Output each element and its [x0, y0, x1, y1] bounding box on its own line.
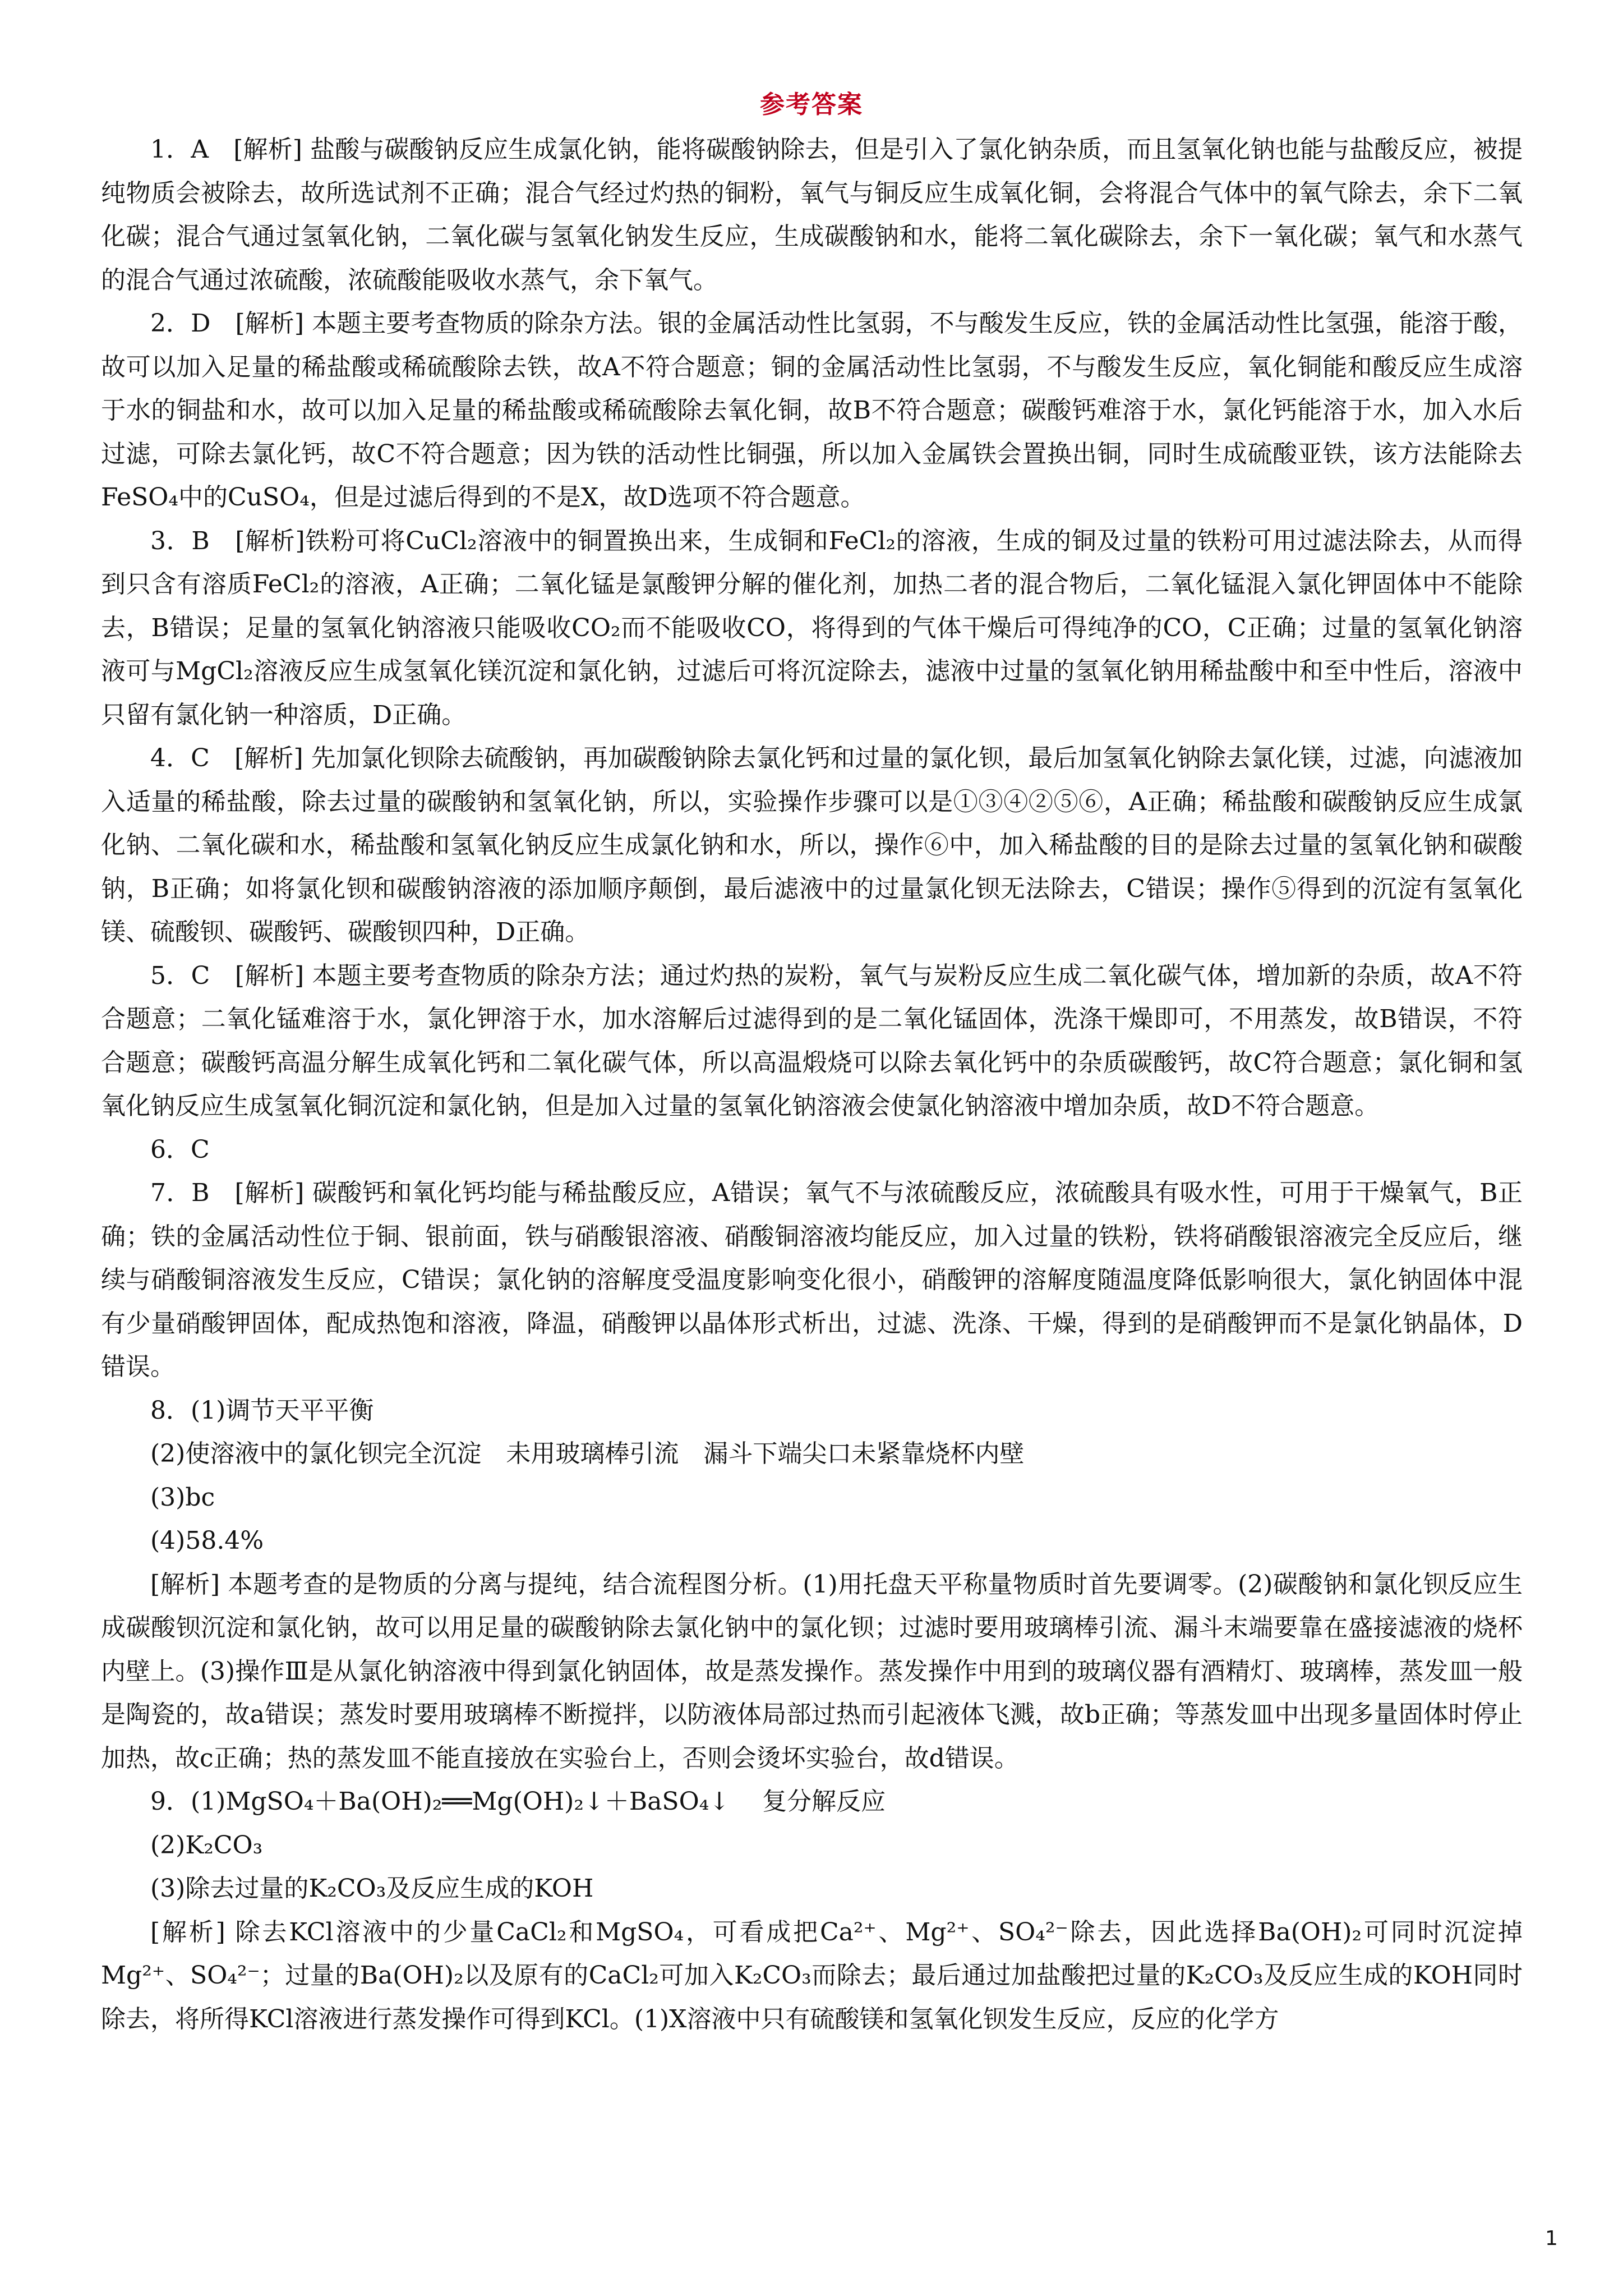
analysis-text: [解析] 本题考查的是物质的分离与提纯，结合流程图分析。(1)用托盘天平称量物质时首先要调零。(2)碳酸钠和氯化钡反应生成碳酸钡沉淀和氯化钠，故可以用足量的碳酸钠除去氯化钠中的氯化钡；过滤时要用玻璃棒引流、漏斗末端要靠在盛接滤液的烧杯内壁上。(3)操作Ⅲ是从氯化钠溶液中得到氯化钠固体，故是蒸发操作。蒸发操作中用到的玻璃仪器有酒精灯、玻璃棒，蒸发皿一般是陶瓷的，故a错误；蒸发时要用玻璃棒不断搅拌，以防液体局部过热而引起液体飞溅，故b正确；等蒸发皿中出现多量固体时停止加热，故c正确；热的蒸发皿不能直接放在实验台上，否则会烫坏实验台，故d错误。	[101, 1570, 1523, 1773]
answer-item	[101, 302, 1523, 519]
answer-item	[101, 128, 1523, 302]
answer-text: 先加氯化钡除去硫酸钠，再加碳酸钠除去氯化钙和过量的氯化钡，最后加氢氧化钠除去氯化镁，过滤，向滤液加入适量的稀盐酸，除去过量的碳酸钠和氢氧化钠，所以，实验操作步骤可以是①③④②⑤⑥，A正确；稀盐酸和碳酸钠反应生成氯化钠、二氧化碳和水，稀盐酸和氢氧化钠反应生成氯化钠和水，所以，操作⑥中，加入稀盐酸的目的是除去过量的氢氧化钠和碳酸钠，B正确；如将氯化钡和碳酸钠溶液的添加顺序颠倒，最后滤液中的过量氯化钡无法除去，C错误；操作⑤得到的沉淀有氢氧化镁、硫酸钡、碳酸钙、碳酸钡四种，D正确。	[101, 744, 1523, 946]
answer-text: 碳酸钙和氧化钙均能与稀盐酸反应，A错误；氧气不与浓硫酸反应，浓硫酸具有吸水性，可用于干燥氧气，B正确；铁的金属活动性位于铜、银前面，铁与硝酸银溶液、硝酸铜溶液均能反应，加入过量的铁粉，铁将硝酸银溶液完全反应后，继续与硝酸铜溶液发生反应，C错误；氯化钠的溶解度受温度影响变化很小，硝酸钾的溶解度随温度降低影响很大，氯化钠固体中混有少量硝酸钾固体，配成热饱和溶液，降温，硝酸钾以晶体形式析出，过滤、洗涤、干燥，得到的是硝酸钾而不是氯化钠晶体，D错误。	[101, 1179, 1523, 1381]
answer-part: (2)K₂CO₃	[150, 1830, 263, 1860]
answer-item	[101, 737, 1523, 954]
answer-text: 铁粉可将CuCl₂溶液中的铜置换出来，生成铜和FeCl₂的溶液，生成的铜及过量的铁粉可用过滤法除去，从而得到只含有溶质FeCl₂的溶液，A正确；二氧化锰是氯酸钾分解的催化剂，加热二者的混合物后，二氧化锰混入氯化钾固体中不能除去，B错误；足量的氢氧化钠溶液只能吸收CO₂而不能吸收CO，将得到的气体干燥后可得纯净的CO，C正确；过量的氢氧化钠溶液可与MgCl₂溶液反应生成氢氧化镁沉淀和氯化钠，过滤后可将沉淀除去，滤液中过量的氢氧化钠用稀盐酸中和至中性后，溶液中只留有氯化钠一种溶质，D正确。	[101, 526, 1523, 729]
answer-item	[101, 1128, 1523, 1172]
page-title: 参考答案	[760, 90, 863, 119]
answer-lead: 1．A [解析]	[150, 135, 311, 164]
answer-part: (3)bc	[150, 1483, 215, 1512]
answer-item-9	[101, 1780, 1523, 1824]
answer-part: (4)58.4%	[150, 1526, 264, 1555]
answer-item	[101, 519, 1523, 737]
answer-part: (2)使溶液中的氯化钡完全沉淀 未用玻璃棒引流 漏斗下端尖口未紧靠烧杯内壁	[150, 1439, 1025, 1468]
answer-item	[101, 954, 1523, 1128]
answer-lead: 5．C [解析]	[150, 961, 312, 990]
answer-item-8	[101, 1389, 1523, 1433]
answer-list	[101, 128, 1523, 2041]
answer-lead: 7．B [解析]	[150, 1179, 312, 1207]
answer-lead: 4．C [解析]	[150, 744, 311, 772]
answer-part: (3)除去过量的K₂CO₃及反应生成的KOH	[150, 1874, 594, 1903]
answer-text: 本题主要考查物质的除杂方法；通过灼热的炭粉，氧气与炭粉反应生成二氧化碳气体，增加新的杂质，故A不符合题意；二氧化锰难溶于水，氯化钾溶于水，加水溶解后过滤得到的是二氧化锰固体，洗涤干燥即可，不用蒸发，故B错误，不符合题意；碳酸钙高温分解生成氧化钙和二氧化碳气体，所以高温煅烧可以除去氧化钙中的杂质碳酸钙，故C符合题意；氯化铜和氢氧化钠反应生成氢氧化铜沉淀和氯化钠，但是加入过量的氢氧化钠溶液会使氯化钠溶液中增加杂质，故D不符合题意。	[101, 961, 1523, 1120]
answer-lead: 2．D [解析]	[150, 309, 312, 338]
answer-item	[101, 1171, 1523, 1389]
answer-part: (1)调节天平平衡	[191, 1396, 374, 1425]
answer-text: 本题主要考查物质的除杂方法。银的金属活动性比氢弱，不与酸发生反应，铁的金属活动性比氢强，能溶于酸，故可以加入足量的稀盐酸或稀硫酸除去铁，故A不符合题意；铜的金属活动性比氢弱，不与酸发生反应，氧化铜能和酸反应生成溶于水的铜盐和水，故可以加入足量的稀盐酸或稀硫酸除去氧化铜，故B不符合题意；碳酸钙难溶于水，氯化钙能溶于水，加入水后过滤，可除去氯化钙，故C不符合题意；因为铁的活动性比铜强，所以加入金属铁会置换出铜，同时生成硫酸亚铁，该方法能除去FeSO₄中的CuSO₄，但是过滤后得到的不是X，故D选项不符合题意。	[101, 309, 1523, 512]
answer-lead: 6．C	[150, 1135, 210, 1164]
answer-text: 盐酸与碳酸钠反应生成氯化钠，能将碳酸钠除去，但是引入了氯化钠杂质，而且氢氧化钠也能与盐酸反应，被提纯物质会被除去，故所选试剂不正确；混合气经过灼热的铜粉，氧气与铜反应生成氧化铜，会将混合气体中的氧气除去，余下二氧化碳；混合气通过氢氧化钠，二氧化碳与氢氧化钠发生反应，生成碳酸钠和水，能将二氧化碳除去，余下一氧化碳；氧气和水蒸气的混合气通过浓硫酸，浓硫酸能吸收水蒸气，余下氧气。	[101, 135, 1523, 295]
answer-lead: 3．B [解析]	[150, 526, 305, 555]
answer-lead: 8．	[150, 1396, 191, 1425]
answer-part: (1)MgSO₄＋Ba(OH)₂══Mg(OH)₂↓＋BaSO₄↓ 复分解反应	[191, 1787, 886, 1816]
answer-lead: 9．	[150, 1787, 191, 1816]
analysis-text: [解析] 除去KCl溶液中的少量CaCl₂和MgSO₄，可看成把Ca²⁺、Mg²⁺、SO₄²⁻除去，因此选择Ba(OH)₂可同时沉淀掉Mg²⁺、SO₄²⁻；过量的Ba(OH)₂以及原有的CaCl₂可加入K₂CO₃而除去；最后通过加盐酸把过量的K₂CO₃及反应生成的KOH同时除去，将所得KCl溶液进行蒸发操作可得到KCl。(1)X溶液中只有硫酸镁和氢氧化钡发生反应，反应的化学方	[101, 1917, 1523, 2033]
page-number: 1	[1545, 2227, 1558, 2250]
